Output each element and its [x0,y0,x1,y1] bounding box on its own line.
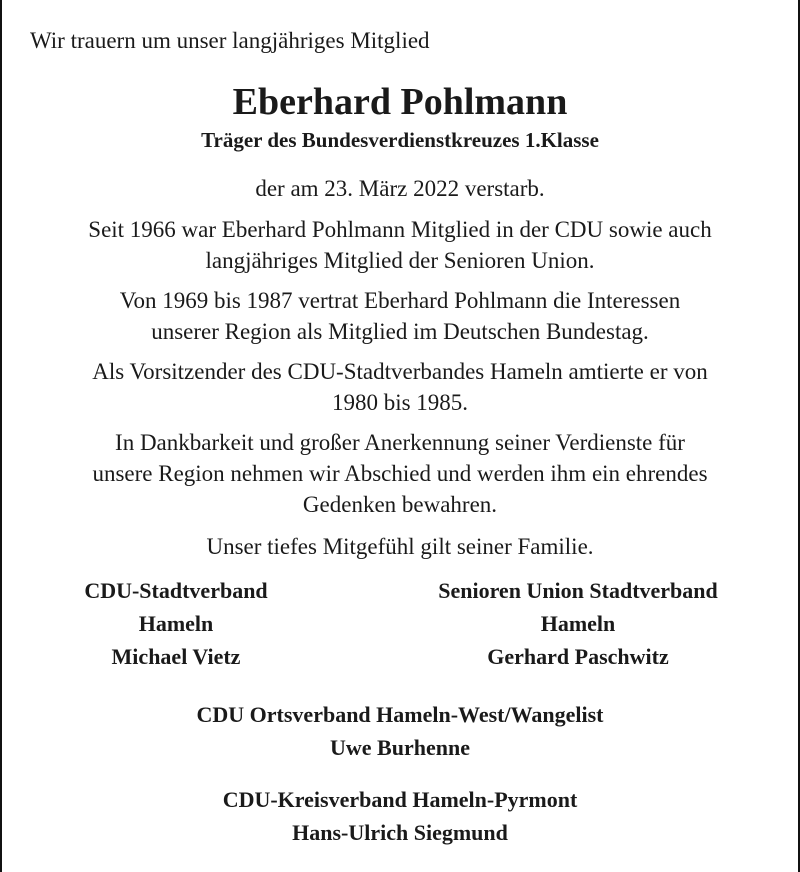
paragraph-membership [0,214,800,276]
signatory-ortsverband [0,698,800,764]
signatory-organization: CDU-Stadtverband [84,578,268,603]
paragraph-line: Seit 1966 war Eberhard Pohlmann Mitglied in der CDU sowie auch [88,217,712,242]
honor-line: Träger des Bundesverdienstkreuzes 1.Klasse [201,128,599,152]
signatory-senioren-union [378,574,778,673]
paragraph-line: Gedenken bewahren. [302,492,498,517]
signatory-person: Gerhard Paschwitz [487,644,669,669]
signatory-person: Hans-Ulrich Siegmund [292,820,508,845]
signatory-location: Hameln [138,611,214,636]
paragraph-line: der am 23. März 2022 verstarb. [255,176,545,201]
signatory-person: Michael Vietz [111,644,241,669]
intro-line: Wir trauern um unser langjähriges Mitglied [30,28,430,53]
paragraph-line: In Dankbarkeit und großer Anerkennung seiner Verdienste für [115,430,685,455]
paragraph-line: unsere Region nehmen wir Abschied und werden ihm ein ehrendes [92,461,708,486]
paragraph-gratitude [0,427,800,520]
signatory-organization: CDU-Kreisverband Hameln-Pyrmont [222,787,578,812]
paragraph-bundestag [0,285,800,347]
signatory-person: Uwe Burhenne [330,735,470,760]
paragraph-condolence [0,531,800,562]
paragraph-line: Von 1969 bis 1987 vertrat Eberhard Pohlmann die Interessen [119,288,681,313]
paragraph-line: Als Vorsitzender des CDU-Stadtverbandes Hameln amtierte er von [92,359,708,384]
paragraph-death-date [0,173,800,204]
signatory-organization: Senioren Union Stadtverband [438,578,718,603]
signatory-organization: CDU Ortsverband Hameln-West/Wangelist [196,702,604,727]
paragraph-chairman [0,356,800,418]
signatory-cdu-stadtverband [20,574,332,673]
paragraph-line: Unser tiefes Mitgefühl gilt seiner Familie. [206,534,594,559]
signatory-kreisverband [0,783,800,849]
paragraph-line: 1980 bis 1985. [331,390,469,415]
paragraph-line: langjähriges Mitglied der Senioren Union. [205,248,595,273]
signatory-location: Hameln [540,611,616,636]
paragraph-line: unserer Region als Mitglied im Deutschen Bundestag. [151,319,649,344]
deceased-name: Eberhard Pohlmann [232,81,568,123]
